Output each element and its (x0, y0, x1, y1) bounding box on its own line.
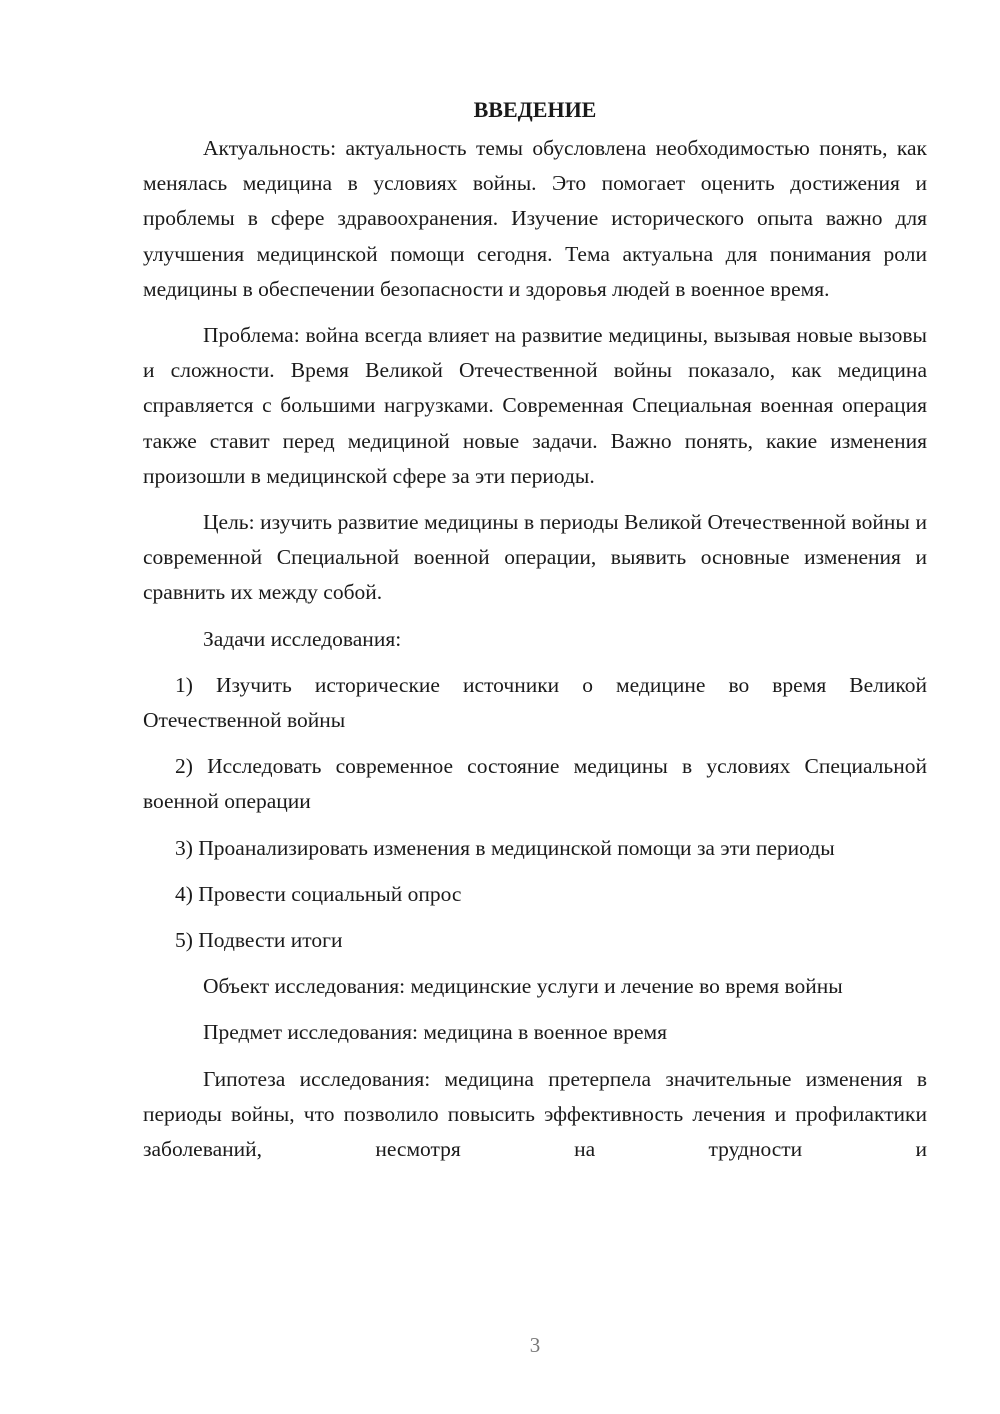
tasks-heading: Задачи исследования: (203, 626, 402, 651)
task-item: 5) Подвести итоги (175, 928, 343, 953)
task-item: 3) Проанализировать изменения в медицинской помощи за эти периоды (175, 835, 835, 860)
task-item: 4) Провести социальный опрос (175, 881, 462, 906)
task-item: 2) Исследовать современное состояние медицины в условиях Специальной военной операции (143, 754, 927, 814)
page-title: ВВЕДЕНИЕ (473, 97, 597, 122)
problem-paragraph: Проблема: война всегда влияет на развитие медицины, вызывая новые вызовы и сложности. Время Великой Отечественной войны показало, как медицина справляется с большими нагрузками. Современная Специальная военная операция также ставит перед медициной новые задачи. Важно понять, какие изменения произошли в медицинской сфере за эти периоды. (143, 323, 927, 488)
object-paragraph: Объект исследования: медицинские услуги и лечение во время войны (203, 974, 843, 999)
relevance-paragraph: Актуальность: актуальность темы обусловлена необходимостью понять, как менялась медицина в условиях войны. Это помогает оценить достижения и проблемы в сфере здравоохранения. Изучение исторического опыта важно для улучшения медицинской помощи сегодня. Тема актуальна для понимания роли медицины в обеспечении безопасности и здоровья людей в военное время. (143, 136, 927, 301)
goal-paragraph: Цель: изучить развитие медицины в периоды Великой Отечественной войны и современной Специальной военной операции, выявить основные изменения и сравнить их между собой. (143, 510, 927, 605)
page-number: 3 (529, 1333, 541, 1357)
subject-paragraph: Предмет исследования: медицина в военное время (203, 1020, 668, 1045)
page-content (143, 92, 927, 1178)
task-item: 1) Изучить исторические источники о медицине во время Великой Отечественной войны (143, 672, 927, 733)
hypothesis-paragraph: Гипотеза исследования: медицина претерпела значительные изменения в периоды войны, что позволило повысить эффективность лечения и профилактики заболеваний, несмотря на трудности и (143, 1066, 927, 1162)
